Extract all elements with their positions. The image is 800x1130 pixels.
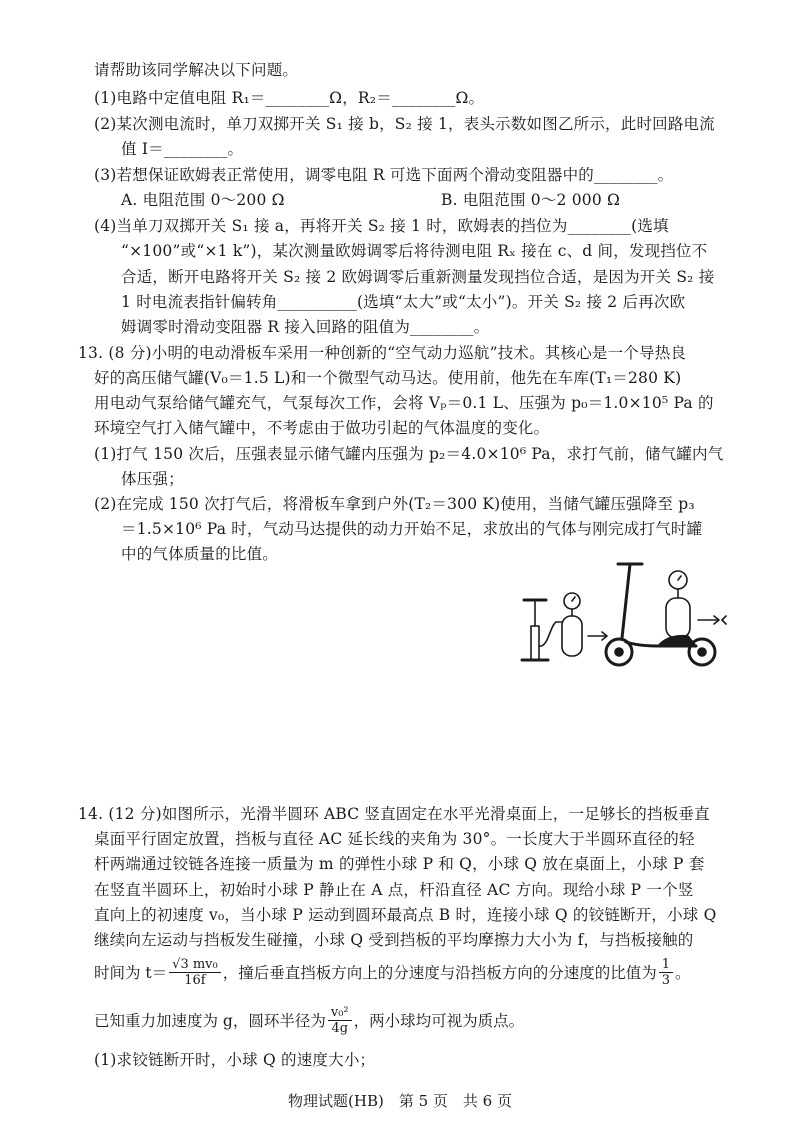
q12-part4: (4)当单刀双掷开关 S₁ 接 a，再将开关 S₂ 接 1 时，欧姆表的挡位为________(选填 (94, 217, 669, 235)
q14-radius-prefix: 已知重力加速度为 g，圆环半径为 (94, 1012, 326, 1030)
q12-part4-line2: “×100”或“×1 k”)，某次测量欧姆调零后将待测电阻 Rₓ 接在 c、d 间，发现挡位不 (121, 242, 708, 260)
q12-option-b: B. 电阻范围 0～2 000 Ω (441, 191, 621, 209)
q14-time-prefix: 时间为 t＝ (94, 964, 168, 982)
fraction-ratio-denominator: 3 (661, 972, 671, 988)
q13-stem-line2: 好的高压储气罐(V₀＝1.5 L)和一个微型气动马达。使用前，他先在车库(T₁＝280 K) (94, 369, 682, 387)
page-footer: 物理试题(HB) 第 5 页 共 6 页 (288, 1092, 512, 1110)
q12-part4-line4: 1 时电流表指针偏转角__________(选填“太大”或“太小”)。开关 S₂ 接 2 后再次欧 (121, 293, 686, 311)
q14-stem-line6: 继续向左运动与挡板发生碰撞，小球 Q 受到挡板的平均摩擦力大小为 f，与挡板接触的 (94, 931, 694, 949)
q12-part3: (3)若想保证欧姆表正常使用，调零电阻 R 可选下面两个滑动变阻器中的________。 (94, 166, 674, 184)
fraction-radius (328, 1005, 352, 1036)
q12-part2-cont: 值 I＝________。 (121, 140, 244, 158)
q14-part1: (1)求铰链断开时，小球 Q 的速度大小； (94, 1051, 376, 1069)
q12-part4-line5: 姆调零时滑动变阻器 R 接入回路的阻值为________。 (121, 318, 490, 336)
q14-stem-line2: 桌面平行固定放置，挡板与直径 AC 延长线的夹角为 30°。一长度大于半圆环直径的轻 (94, 830, 695, 848)
q14-radius-line (94, 1000, 524, 1040)
q14-time-suffix: 。 (675, 964, 691, 982)
line-intro: 请帮助该同学解决以下问题。 (94, 61, 299, 79)
q14-stem: 14. (12 分)如图所示，光滑半圆环 ABC 竖直固定在水平光滑桌面上，一足够长的挡板垂直 (78, 805, 710, 823)
q13-part2-line3: 中的气体质量的比值。 (121, 545, 279, 563)
q13-part2: (2)在完成 150 次打气后，将滑板车拿到户外(T₂＝300 K)使用，当储气罐压强降至 p₃ (94, 495, 695, 513)
air-pump-icon (522, 600, 556, 660)
q13-part1-cont: 体压强； (121, 470, 184, 488)
scooter-illustration (518, 556, 740, 670)
q13-stem: 13. (8 分)小明的电动滑板车采用一种创新的“空气动力巡航”技术。其核心是一个导热良 (78, 344, 687, 362)
q13-part2-line2: ＝1.5×10⁶ Pa 时，气动马达提供的动力开始不足，求放出的气体与刚完成打气时罐 (121, 520, 703, 538)
fraction-time-denominator: 16f (184, 972, 206, 988)
q13-part1: (1)打气 150 次后，压强表显示储气罐内压强为 p₂＝4.0×10⁶ Pa，求打气前，储气罐内气 (94, 445, 724, 463)
fraction-radius-numerator: v₀² (328, 1005, 352, 1021)
q14-stem-line4: 在竖直半圆环上，初始时小球 P 静止在 A 点，杆沿直径 AC 方向。现给小球 P 一个竖 (94, 881, 694, 899)
fraction-radius-denominator: 4g (331, 1020, 349, 1036)
q13-stem-line3: 用电动气泵给储气罐充气，气泵每次工作，会将 Vₚ＝0.1 L、压强为 p₀＝1.0×10⁵ Pa 的 (94, 394, 714, 412)
q13-stem-line4: 环境空气打入储气罐中，不考虑由于做功引起的气体温度的变化。 (94, 419, 550, 437)
q14-time-line (94, 952, 691, 992)
q14-stem-line5: 直向上的初速度 v₀，当小球 P 运动到圆环最高点 B 时，连接小球 Q 的铰链断开，小球 Q (94, 906, 717, 924)
q12-option-a: A. 电阻范围 0～200 Ω (121, 191, 285, 209)
fraction-ratio-numerator: 1 (659, 957, 673, 973)
tank-with-gauge-icon (556, 593, 582, 656)
arrow-right-icon (588, 632, 607, 640)
q14-time-middle: ，撞后垂直挡板方向上的分速度与沿挡板方向的分速度的比值为 (222, 964, 657, 982)
scooter-tank-with-gauge-icon (666, 571, 690, 638)
fraction-time-numerator: √3 mv₀ (169, 957, 221, 973)
q12-part4-line3: 合适，断开电路将开关 S₂ 接 2 欧姆调零后重新测量发现挡位合适，是因为开关 S₂ 接 (121, 268, 715, 286)
fraction-time (169, 957, 221, 988)
scooter-icon (606, 564, 715, 665)
q12-part2: (2)某次测电流时，单刀双掷开关 S₁ 接 b，S₂ 接 1，表头示数如图乙所示，此时回路电流 (94, 115, 715, 133)
fraction-ratio (659, 957, 673, 988)
q14-radius-suffix: ，两小球均可视为质点。 (353, 1012, 525, 1030)
q14-stem-line3: 杆两端通过铰链各连接一质量为 m 的弹性小球 P 和 Q，小球 Q 放在桌面上，小球 P 套 (94, 855, 705, 873)
q12-part1: (1)电路中定值电阻 R₁＝________Ω，R₂＝________Ω。 (94, 89, 485, 107)
exhaust-arrow-icon (698, 616, 726, 624)
